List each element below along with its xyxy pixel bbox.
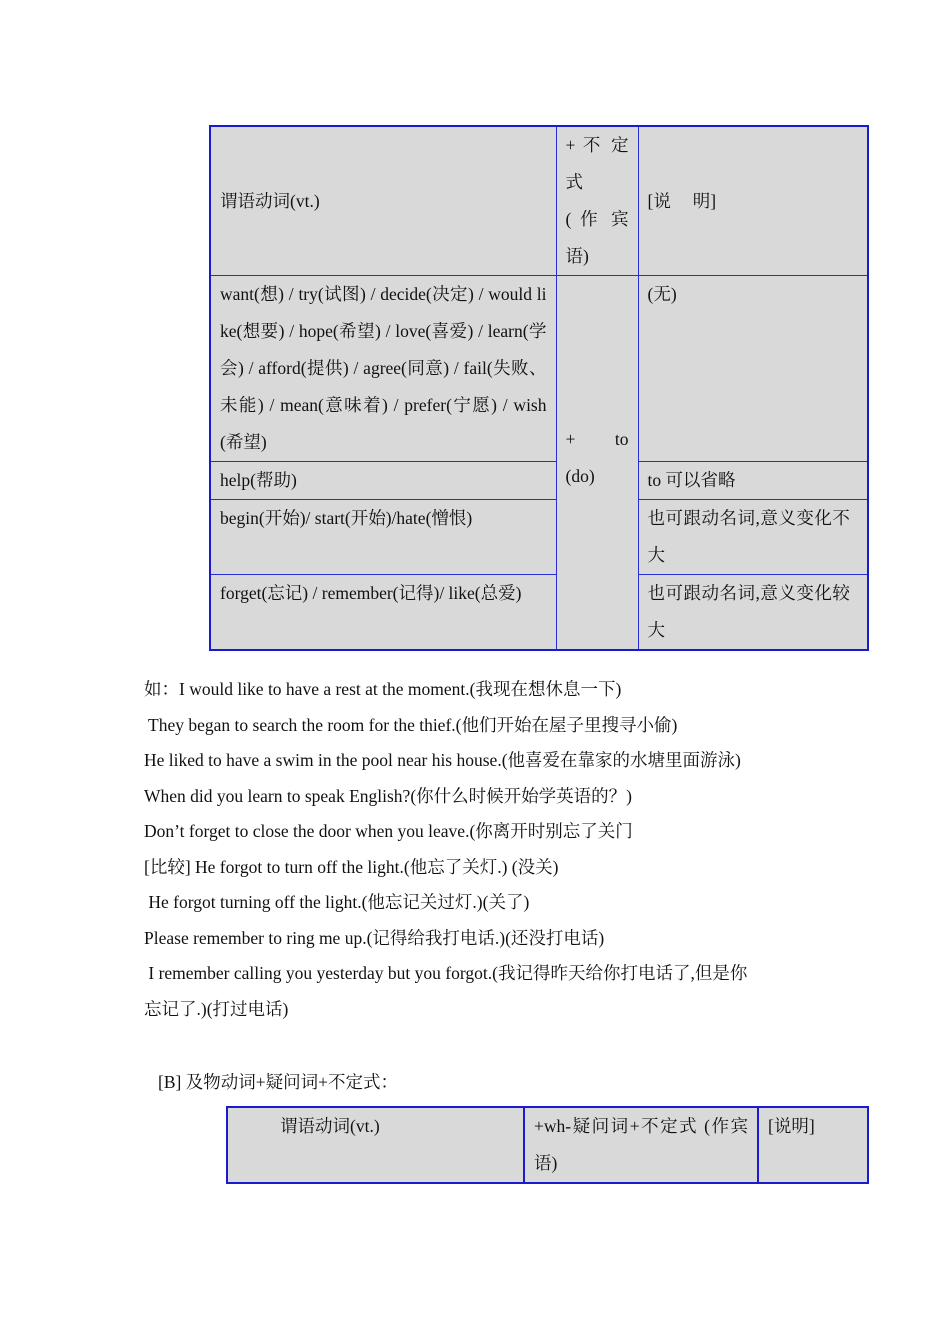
row-note-begin: 也可跟动名词,意义变化不大	[638, 500, 868, 575]
example-line: Don’t forget to close the door when you leave.(你离开时别忘了关门	[144, 821, 633, 841]
header-infinitive-line1: + 不 定	[565, 135, 629, 155]
infinitive-verb-table	[209, 125, 869, 651]
header-infinitive-line2: 式	[565, 172, 583, 192]
do-word: (do)	[565, 466, 595, 486]
t2-header-wh-infinitive: +wh-疑问词+不定式 (作宾语)	[524, 1107, 758, 1183]
example-line: They began to search the room for the thief.(他们开始在屋子里搜寻小偷)	[144, 714, 678, 735]
header-predicate-verb: 谓语动词(vt.)	[210, 126, 556, 276]
row-verbs-help: help(帮助)	[210, 462, 556, 500]
row-verbs-group1: want(想) / try(试图) / decide(决定) / would like(想要) / hope(希望) / love(喜爱) / learn(学会) / afford(提供) / agree(同意) / fail(失败、未能) / mean(意味着) / prefer(宁愿) / wish(希望)	[210, 276, 556, 462]
header-infinitive-line4: 语)	[565, 246, 589, 266]
example-line: [比较] He forgot to turn off the light.(他忘了关灯.) (没关)	[144, 856, 559, 877]
wh-infinitive-table	[226, 1106, 869, 1184]
to-word: to	[614, 429, 629, 449]
row-note-forget: 也可跟动名词,意义变化较大	[638, 575, 868, 651]
example-line: I remember calling you yesterday but you forgot.(我记得昨天给你打电话了,但是你	[144, 963, 748, 983]
example-line: 忘记了.)(打过电话)	[144, 998, 289, 1019]
infinitive-to-do-cell	[556, 276, 638, 651]
header-infinitive	[556, 126, 638, 276]
example-line: When did you learn to speak English?(你什么时候开始学英语的？)	[144, 785, 632, 806]
example-line: 如：I would like to have a rest at the moment.(我现在想休息一下)	[144, 679, 622, 699]
example-sentences	[144, 672, 844, 1027]
row-note-group1: (无)	[638, 276, 868, 462]
section-b-heading: [B] 及物动词+疑问词+不定式：	[158, 1072, 398, 1092]
row-note-help: to 可以省略	[638, 462, 868, 500]
row-verbs-begin: begin(开始)/ start(开始)/hate(憎恨)	[210, 500, 556, 575]
t2-header-predicate-verb: 谓语动词(vt.)	[227, 1107, 524, 1183]
header-infinitive-line3: ( 作 宾	[565, 209, 629, 229]
example-line: He liked to have a swim in the pool near his house.(他喜爱在靠家的水塘里面游泳)	[144, 750, 741, 770]
example-line: He forgot turning off the light.(他忘记关过灯.)(关了)	[144, 892, 530, 912]
row-verbs-forget: forget(忘记) / remember(记得)/ like(总爱)	[210, 575, 556, 651]
plus-sign: +	[565, 429, 576, 449]
header-explanation: [说 明]	[638, 126, 868, 276]
example-line: Please remember to ring me up.(记得给我打电话.)(还没打电话)	[144, 927, 605, 948]
t2-header-explanation: [说明]	[758, 1107, 868, 1183]
